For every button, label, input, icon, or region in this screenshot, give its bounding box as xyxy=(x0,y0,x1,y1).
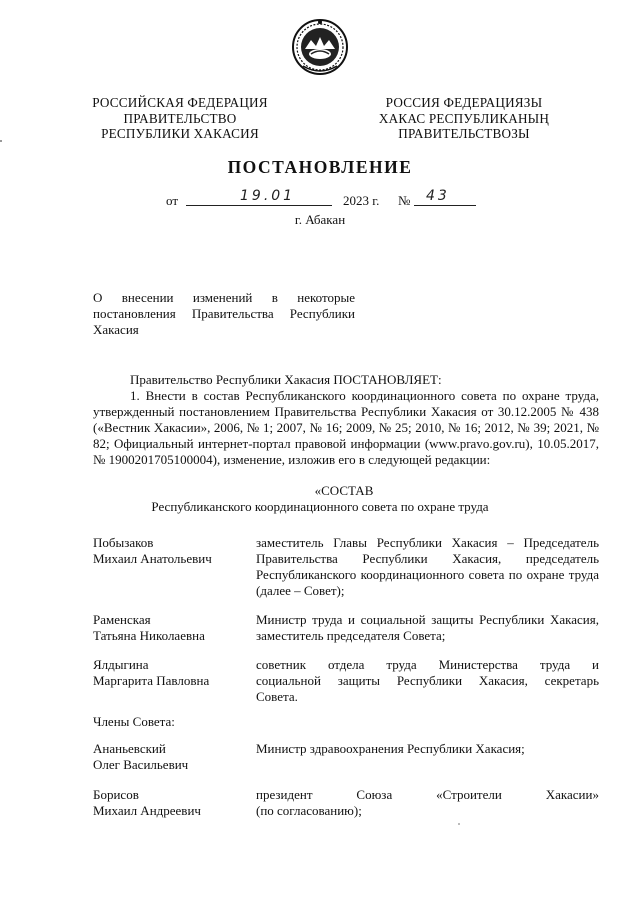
given-names: Михаил Анатольевич xyxy=(93,551,212,566)
header-left-line: РЕСПУБЛИКИ ХАКАСИЯ xyxy=(101,126,259,141)
entry-name xyxy=(93,612,243,644)
date-prefix: от xyxy=(166,193,179,208)
given-names: Олег Васильевич xyxy=(93,757,189,772)
header-right-line: ХАКАС РЕСПУБЛИКАНЫҢ xyxy=(378,110,550,126)
entry-name xyxy=(93,535,243,567)
role-line xyxy=(256,787,599,803)
date-year: 2023 г. xyxy=(343,193,380,208)
role-word: «Строители xyxy=(436,787,502,802)
entry-role: Министр здравоохранения Республики Хакасия; xyxy=(256,741,525,756)
surname: Борисов xyxy=(93,787,139,802)
given-names: Маргарита Павловна xyxy=(93,673,210,688)
subject-block xyxy=(93,290,355,338)
header-left-line: ПРАВИТЕЛЬСТВО xyxy=(123,110,237,126)
role-word: президент xyxy=(256,787,313,802)
surname: Ялдыгина xyxy=(93,657,149,672)
entry-name xyxy=(93,657,243,689)
scan-speck xyxy=(0,140,2,142)
given-names: Татьяна Николаевна xyxy=(93,628,205,643)
given-names: Михаил Андреевич xyxy=(93,803,201,818)
members-heading: Члены Совета: xyxy=(93,714,175,729)
entry-name xyxy=(93,787,243,819)
date-handwritten: 19.01 xyxy=(240,188,296,204)
republic-emblem xyxy=(291,18,349,76)
composition-subtitle: Республиканского координационного совета по охране труда xyxy=(151,499,489,514)
intro-line: Правительство Республики Хакасия ПОСТАНОВЛЯЕТ: xyxy=(130,372,442,387)
header-right-line: ПРАВИТЕЛЬСТВОЗЫ xyxy=(398,126,530,141)
entry-role xyxy=(256,787,599,819)
header-left xyxy=(80,95,280,142)
subject-line: О внесении изменений в некоторые xyxy=(93,290,355,305)
surname: Раменская xyxy=(93,612,151,627)
header-right-line: РОССИЯ ФЕДЕРАЦИЯЗЫ xyxy=(385,95,543,110)
role-word: Союза xyxy=(356,787,393,802)
entry-role: советник отдела труда Министерства труда и социальной защиты Республики Хакасия, секретарь Совета. xyxy=(256,657,599,704)
role-word: Хакасии» xyxy=(545,787,599,802)
number-sign: № xyxy=(398,193,411,208)
scan-speck xyxy=(458,823,460,825)
composition-title: «СОСТАВ xyxy=(314,483,374,498)
city: г. Абакан xyxy=(294,212,346,227)
entry-role: Министр труда и социальной защиты Республики Хакасия, заместитель председателя Совета; xyxy=(256,612,599,643)
header-right xyxy=(352,95,576,142)
subject-line: постановления Правительства Республики xyxy=(93,306,355,321)
header-left-line: РОССИЙСКАЯ ФЕДЕРАЦИЯ xyxy=(92,95,268,110)
entry-role: заместитель Главы Республики Хакасия – Председатель Правительства Республики Хакасия, председатель Республиканского координационного совета по охране труда (далее – Совет); xyxy=(256,535,599,598)
role-line: (по согласованию); xyxy=(256,803,362,818)
paragraph-1: 1. Внести в состав Республиканского координационного совета по охране труда, утвержденный постановлением Правительства Республики Хакасия от 30.12.2005 № 438 («Вестник Хакасии», 2006, № 1; 2007, № 16; 2009, № 25; 2010, № 16; 2012, № 39; 2021, № 82; Официальный интернет-портал правовой информации (www.pravo.gov.ru), 10.05.2017, № 1900201705100004), изменение, изложив его в следующей редакции: xyxy=(93,388,599,467)
surname: Ананьевский xyxy=(93,741,166,756)
number-handwritten: 43 xyxy=(426,188,450,204)
subject-line: Хакасия xyxy=(93,322,139,337)
surname: Побызаков xyxy=(93,535,154,550)
document-title: ПОСТАНОВЛЕНИЕ xyxy=(227,157,413,177)
entry-name xyxy=(93,741,243,773)
